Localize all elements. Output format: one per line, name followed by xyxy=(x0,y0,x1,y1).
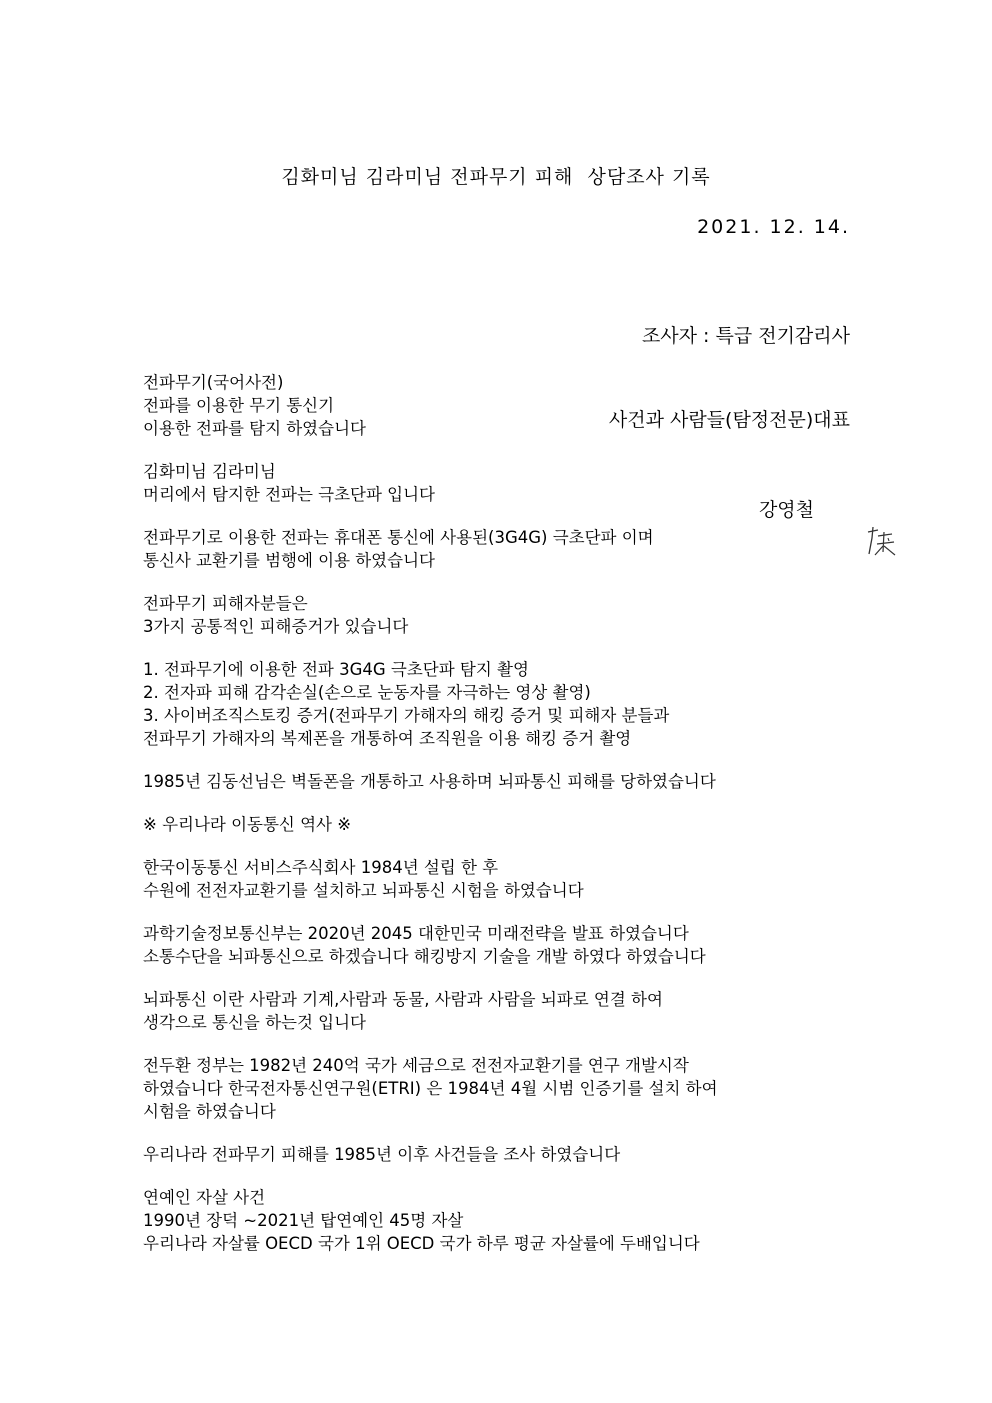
text-line: 우리나라 전파무기 피해를 1985년 이후 사건들을 조사 하였습니다 xyxy=(143,1145,621,1164)
document-body xyxy=(143,371,863,1275)
paragraph xyxy=(143,1143,863,1166)
document-date: 2021. 12. 14. xyxy=(697,216,850,238)
text-line: 1. 전파무기에 이용한 전파 3G4G 극초단파 탐지 촬영 xyxy=(143,660,529,679)
text-line: 2. 전자파 피해 감각손실(손으로 눈동자를 자극하는 영상 촬영) xyxy=(143,683,591,702)
investigator-name: 강영철 xyxy=(758,499,814,521)
text-line: 뇌파통신 이란 사람과 기계,사람과 동물, 사람과 사람을 뇌파로 연결 하여 xyxy=(143,990,663,1009)
text-line: 1990년 장덕 ~2021년 탑연예인 45명 자살 xyxy=(143,1211,464,1230)
investigator-organization: 사건과 사람들(탐정전문)대표 xyxy=(608,409,850,431)
text-line: 통신사 교환기를 범행에 이용 하였습니다 xyxy=(143,551,435,570)
paragraph xyxy=(143,856,863,902)
text-line: 우리나라 자살률 OECD 국가 1위 OECD 국가 하루 평균 자살률에 두배입니다 xyxy=(143,1234,700,1253)
paragraph xyxy=(143,526,863,572)
text-line: 한국이동통신 서비스주식회사 1984년 설립 한 후 xyxy=(143,858,499,877)
paragraph xyxy=(143,371,863,440)
paragraph xyxy=(143,988,863,1034)
text-line: 전두환 정부는 1982년 240억 국가 세금으로 전전자교환기를 연구 개발시작 xyxy=(143,1056,689,1075)
text-line: 전파무기 가해자의 복제폰을 개통하여 조직원을 이용 해킹 증거 촬영 xyxy=(143,729,632,748)
text-line: 이용한 전파를 탐지 하였습니다 xyxy=(143,419,366,438)
text-line: 수원에 전전자교환기를 설치하고 뇌파통신 시험을 하였습니다 xyxy=(143,881,584,900)
text-line: 연예인 자살 사건 xyxy=(143,1188,266,1207)
text-line: 3. 사이버조직스토킹 증거(전파무기 가해자의 해킹 증거 및 피해자 분들과 xyxy=(143,706,670,725)
text-line: 1985년 김동선님은 벽돌폰을 개통하고 사용하며 뇌파통신 피해를 당하였습니다 xyxy=(143,772,716,791)
text-line: 전파를 이용한 무기 통신기 xyxy=(143,396,335,415)
text-line: 하였습니다 한국전자통신연구원(ETRI) 은 1984년 4월 시범 인증기를 설치 하여 xyxy=(143,1079,718,1098)
text-line: 전파무기 피해자분들은 xyxy=(143,594,308,613)
text-line: ※ 우리나라 이동통신 역사 ※ xyxy=(143,815,352,834)
paragraph xyxy=(143,592,863,638)
text-line: 생각으로 통신을 하는것 입니다 xyxy=(143,1013,366,1032)
text-line: 전파무기(국어사전) xyxy=(143,373,284,392)
text-line: 3가지 공통적인 피해증거가 있습니다 xyxy=(143,617,409,636)
paragraph xyxy=(143,770,863,793)
paragraph xyxy=(143,460,863,506)
paragraph xyxy=(143,658,863,750)
paragraph xyxy=(143,1054,863,1123)
investigator-title: 조사자 : 특급 전기감리사 xyxy=(641,325,850,347)
document-title: 김화미님 김라미님 전파무기 피해 상담조사 기록 xyxy=(281,166,711,188)
text-line: 전파무기로 이용한 전파는 휴대폰 통신에 사용된(3G4G) 극초단파 이며 xyxy=(143,528,654,547)
text-line: 과학기술정보통신부는 2020년 2045 대한민국 미래전략을 발표 하였습니다 xyxy=(143,924,689,943)
text-line: 머리에서 탐지한 전파는 극초단파 입니다 xyxy=(143,485,435,504)
text-line: 시험을 하였습니다 xyxy=(143,1102,276,1121)
text-line: 김화미님 김라미님 xyxy=(143,462,276,481)
paragraph xyxy=(143,813,863,836)
text-line: 소통수단을 뇌파통신으로 하겠습니다 해킹방지 기술을 개발 하였다 하였습니다 xyxy=(143,947,706,966)
paragraph xyxy=(143,1186,863,1255)
paragraph xyxy=(143,922,863,968)
